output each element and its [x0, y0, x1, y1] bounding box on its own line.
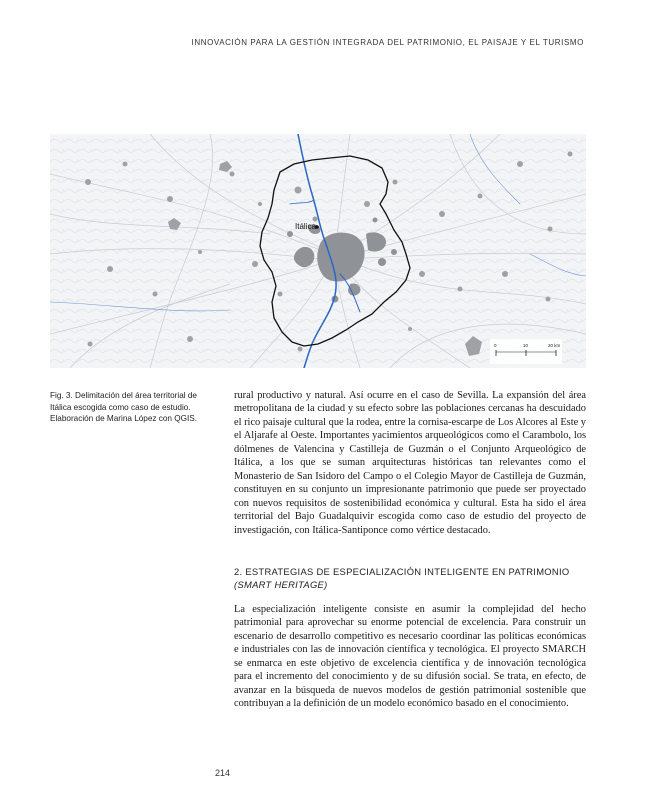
running-header: INNOVACIÓN PARA LA GESTIÓN INTEGRADA DEL PATRIMONIO, EL PAISAJE Y EL TURISMO [191, 38, 584, 47]
page-number: 214 [215, 768, 231, 778]
figure-caption: Fig. 3. Delimitación del área territorial de Itálica escogida como caso de estudio. Elaboración de Marina López con QGIS. [50, 391, 198, 424]
territory-map [50, 134, 586, 368]
body-paragraph-1: rural productivo y natural. Así ocurre en el caso de Sevilla. La expansión del área metropolitana de la ciudad y su efecto sobre las poblaciones cercanas ha descuidado el rico paisaje cultural que la rodea, entre la cornisa-escarpe de Los Alcores al Este y el Aljarafe al Oeste. Importantes yacimientos arqueológicos como el Carambolo, los dólmenes de Valencina y Castilleja de Guzmán o el Conjunto Arqueológico de Itálica, a los que se suman arquitecturas históricas tan relevantes como el Monasterio de San Isidoro del Campo o el Colegio Mayor de Castilleja de Guzmán, constituyen en su conjunto un impresionante patrimonio que puede ser proyectado con nuevos requisitos de sostenibilidad económica y cultural. Esta ha sido el área territorial del Bajo Guadalquivir escogida como caso de estudio del proyecto de investigación, con Itálica-Santiponce como vértice destacado. [234, 390, 586, 536]
italica-map-label: Itálica [295, 222, 316, 231]
body-paragraph-2: La especialización inteligente consiste en asumir la complejidad del hecho patrimonial para aprovechar su enorme potencial de excelencia. Para construir un escenario de desarrollo competitivo es necesario coordinar las políticas económicas e industriales con las de innovación científica y tecnológica. El proyecto SMARCH se enmarca en este objetivo de excelencia científica y de innovación tecnológica para el incremento del conocimiento y de su difusión social. Se trata, en efecto, de avanzar en la búsqueda de nuevos modelos de gestión patrimonial sostenible que contribuyan a la definición de un modelo económico basado en el conocimiento. [234, 604, 586, 710]
section-heading-subtitle: (SMART HERITAGE) [234, 578, 328, 590]
scale-label-10: 10 [523, 343, 529, 348]
scale-bar [490, 339, 562, 364]
scale-label-0: 0 [494, 343, 497, 348]
map-figure [50, 134, 586, 368]
section-heading [234, 566, 586, 591]
section-heading-title: 2. ESTRATEGIAS DE ESPECIALIZACIÓN INTELIGENTE EN PATRIMONIO [234, 566, 570, 577]
scale-label-20km: 20 km [548, 343, 561, 348]
